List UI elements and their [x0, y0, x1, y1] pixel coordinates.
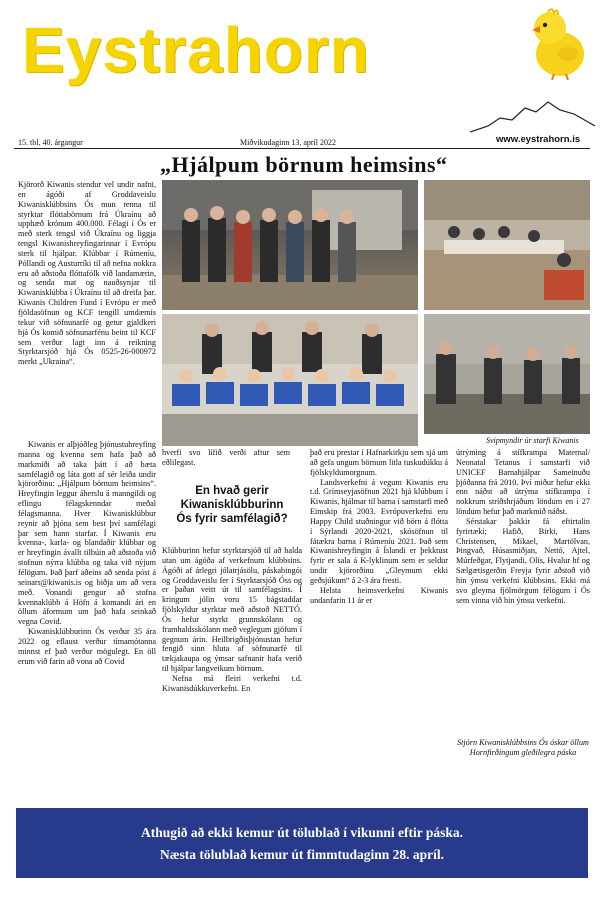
article-paragraph: hverfi svo lífið verði aftur sem eðlilegast. — [162, 448, 290, 467]
photo-dining-hall — [424, 180, 590, 310]
issue-number: 15. tbl. 40. árgangur — [18, 138, 83, 147]
website-link[interactable]: www.eystrahorn.is — [496, 134, 581, 145]
masthead — [0, 0, 600, 147]
subarticle-column-3 — [456, 448, 590, 606]
subarticle-heading — [162, 484, 302, 526]
photo-caption: Svipmyndir úr starfi Kiwanis — [486, 436, 579, 445]
notice-line: Athugið að ekki kemur út tölublað í vikunni eftir páska. — [140, 825, 464, 840]
mountain-outline-icon — [470, 96, 595, 136]
subarticle-heading-line: Kiwanisklúbburinn — [180, 499, 284, 511]
article-paragraph: Kjörorð Kiwanis stendur vel undir nafni, en ágóði af Groddaveislu Kiwanisklúbbsins Ós mun renna til styrktar flóttabörnum frá Úkraínu að upphæð krónum 400.000. Félagi í Ós er með sterk tengsl við Úkraínu og liggja tengsl Kiwanishreyfingarinnar í Evrópu sterk til hjálpar. Klúbbar í Rúmeníu, Póllandi og Austurríki til að nefna nokkra eru að aðstoða flóttafólk við landamærin, og senda mat og nauðsynjar til Kiwanisklúbba í Úkraínu til að dreifa þar. Kiwanis Children Fund í Evrópu er með fjöldasöfnun og KCF tengill umdæmis tekur við söfnunarfé og getur gjaldkeri hjá Ós komið söfnunarfénu beint til KCF sem verður lagt inn á reikning Styrktarsjóð hjá Ós 0525-26-000972 merkt „Ukraina“. — [18, 180, 156, 367]
notice-banner — [16, 808, 588, 878]
photo-collage — [162, 180, 590, 446]
article-paragraph: Helsta heimsverkefni Kiwanis undanfarin 11 ár er — [310, 585, 448, 605]
article-paragraph: útrýming á stífkrampa Maternal/ Neonatal Tetanus í samstarfi við UNICEF Barnahjálpar Sameinuðu þjóðanna frá 2010. Því miður hefur ekki enn náðst að útrýma stífkrampa í nokkrum stríðshrjáðum löndum en í 27 löndum hefur það markmið náðst. — [456, 448, 590, 517]
masthead-divider — [14, 148, 590, 149]
article-column-2-top — [162, 448, 290, 468]
newspaper-title: Eystrahorn — [22, 14, 370, 86]
article-paragraph: Landsverkefni á vegum Kiwanis eru t.d. Grímseyjasöfnun 2021 hjá klúbbum í Kiwanis, hjálmar til barna í samstarfi með Eimskip frá 2003. Evrópuverkefni eru Happy Child stuðningur við börn á flótta í Sýrlandi 2020-2021, skósöfnun til fátækra barna í Rúmeníu 2021. Það sem Kiwanishreyfingin á Íslandi er þekktust fyrir er sala á K-lyklinum sem er seldur undir kjörorðinu „Gleymum ekki geðsjúkum“ á 2-3 ára fresti. — [310, 477, 449, 585]
photo-children-helmets — [162, 314, 418, 446]
photo-presentation — [424, 314, 590, 434]
article-paragraph: það eru prestar í Hafnarkirkju sem sjá um að gefa ungum börnum litla tuskudúkku á fjölskyldumorgnum. — [310, 448, 448, 477]
notice-line: Næsta tölublað kemur út fimmtudaginn 28. apríl. — [159, 847, 445, 862]
subarticle-heading-line: Ós fyrir samfélagið? — [176, 513, 288, 525]
signoff: Stjórn Kiwanisklúbbsins Ós óskar öllum Hornfirðingum gleðilegra páska — [457, 738, 589, 757]
issue-date: Miðvikudaginn 13. apríl 2022 — [240, 138, 336, 147]
subarticle-column-2 — [310, 448, 448, 606]
subarticle-heading-line: En hvað gerir — [195, 485, 269, 497]
article-paragraph: Kiwanis er alþjóðleg þjónustuhreyfing manna og kvenna sem hafa það að markmiði að taka þátt í að bæta samfélagið og láta gott af sér leiða undir kjörorðinu: „Hjálpum börnum heimsins“. Hreyfingin leggur áherslu á manngildi og eflingu félagskenndar meðal félagsmanna. Hver Kiwanisklúbbur reynir að þjóna sem best því samfélagi þar sem hann starfar. Í Kiwanis eru kvenna-, karla- og blandaðir klúbbar og er hreyfingin ávallt tilbúin að aðstoða við stofnun nýrra klúbba og taka við nýjum félögum. Það þarf aðeins að senda póst á seinars@kiwanis.is og biðja um að vera með. Vonandi gengur að stofna kvennaklúbb á Höfn á komandi ári en öllum áformum um það hafa seinkað vegna Covid. — [18, 440, 156, 627]
article-paragraph: Sérstakar þakkir fá eftirtalin fyrirtæki; Hafið, Birki, Hans Christensen, Mikael, Martölvan, Þingvað, Húsasmiðjan, Nettó, Ajtel, Múrfeðgar, Flytjandi, Olís, Hvalur hf og Sælgætisgerðin Freyja fyrir aðstoð við hin ýmsu verkefni klúbbsins. Ekki má svo gleyma fjölmörgum félögum í Ós sem vinna við hin ýmsu verkefni. — [456, 516, 590, 605]
article-column-1 — [18, 180, 156, 367]
article-paragraph: Nefna má fleiri verkefni t.d. Kiwanisdúkkuverkefni. En — [162, 673, 302, 693]
article-paragraph: Klúbburinn hefur styrktarsjóð til að halda utan um ágóða af verkefnum klúbbsins. Ágóði af árlegri jólatrjásölu, páskabingói og Groddaveislu fer í Styrktarsjóð Óss og er þaðan veitt út til samfélagsins. Í kringum jólin voru 15 bágstaddar fjölskyldur styrktar með aðstoð NETTÓ. Ós hefur styrkt grunnskólann og framhaldsskólann með veglegum gjöfum í gegnum árin. Heilbrigðisþjónustan hefur fengið sinn hluta af söfnunarfé til tækjakaupa og ýmsar safnanir hafa verið til hjálpar langveikum börnum. — [162, 546, 302, 674]
article-headline: „Hjálpum börnum heimsins“ — [160, 152, 448, 177]
chick-logo-icon — [520, 4, 592, 80]
subarticle-column-1 — [162, 546, 302, 694]
article-paragraph: Kiwanisklúbburinn Ós verður 35 ára 2022 og eflaust verður tímamótanna minnst ef það verður mögulegt. En öll erum við farin að vona að Covid — [18, 627, 156, 666]
photo-group-hangar — [162, 180, 418, 310]
article-column-1-continued — [18, 440, 156, 666]
